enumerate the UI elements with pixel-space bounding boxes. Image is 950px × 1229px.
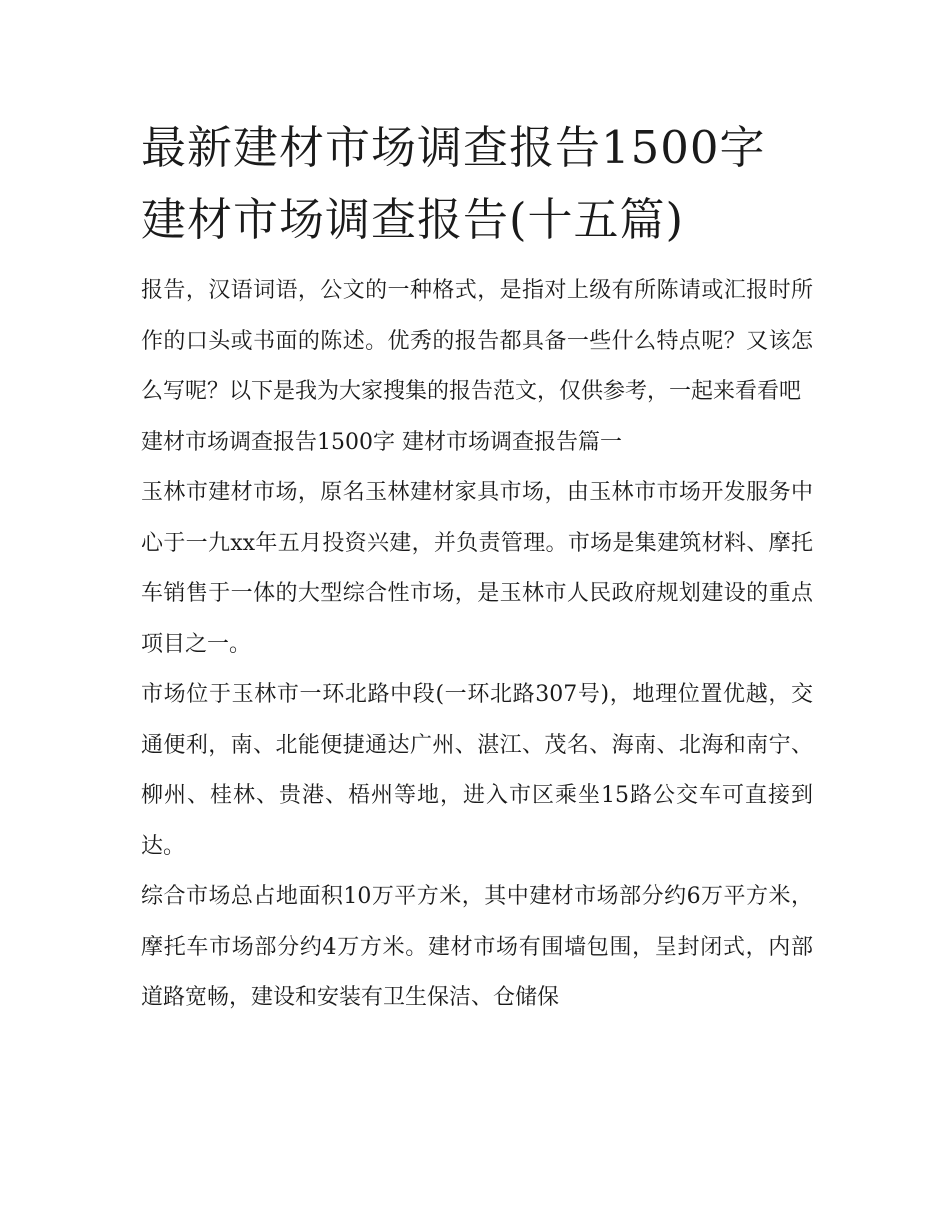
section-heading: 建材市场调查报告1500字 建材市场调查报告篇一 xyxy=(141,429,622,455)
body-paragraph-3: 综合市场总占地面积10万平方米，其中建材市场部分约6万平方米，摩托车市场部分约4万方米。建材市场有围墙包围，呈封闭式，内部道路宽畅，建设和安装有卫生保洁、仓储保 xyxy=(141,884,813,1010)
document-content xyxy=(141,112,813,1024)
title-line-2: 建材市场调查报告(十五篇) xyxy=(141,193,685,246)
title-line-1: 最新建材市场调查报告1500字 xyxy=(141,121,766,174)
document-title xyxy=(141,112,813,256)
body-paragraph-2: 市场位于玉林市一环北路中段(一环北路307号)，地理位置优越，交通便利，南、北能便捷通达广州、湛江、茂名、海南、北海和南宁、柳州、桂林、贵港、梧州等地，进入市区乘坐15路公交车可直接到达。 xyxy=(141,682,813,859)
intro-paragraph: 报告，汉语词语，公文的一种格式，是指对上级有所陈请或汇报时所作的口头或书面的陈述。优秀的报告都具备一些什么特点呢？又该怎么写呢？以下是我为大家搜集的报告范文，仅供参考，一起来看看吧 xyxy=(141,278,813,404)
body-paragraph-1: 玉林市建材市场，原名玉林建材家具市场，由玉林市市场开发服务中心于一九xx年五月投资兴建，并负责管理。市场是集建筑材料、摩托车销售于一体的大型综合性市场，是玉林市人民政府规划建设的重点项目之一。 xyxy=(141,480,813,657)
document-body xyxy=(141,266,813,1024)
